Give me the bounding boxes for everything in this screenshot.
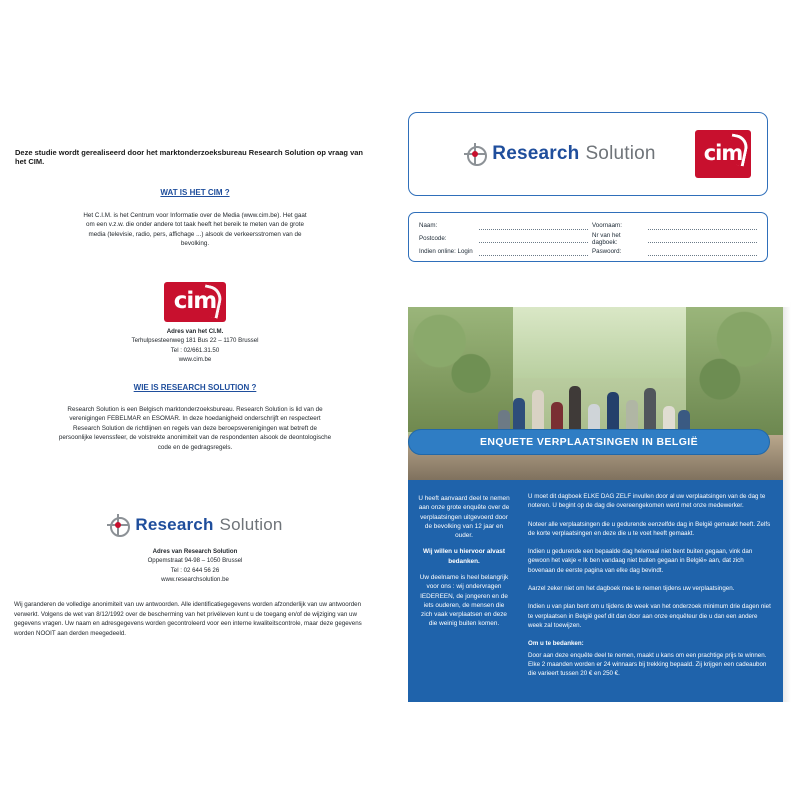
rs-address-line-2: Tel : 02 644 56 26 bbox=[170, 566, 220, 574]
cim-address-line-2: Tel : 02/661.31.50 bbox=[170, 346, 220, 354]
header-rs-word1: Research bbox=[492, 143, 580, 164]
cim-logo bbox=[164, 282, 226, 322]
cim-address-heading: Adres van het CI.M. bbox=[166, 328, 224, 335]
reward-heading: Om u te bedanken: bbox=[528, 640, 584, 648]
instruction-p4: Aarzel zeker niet om het dagboek mee te nemen tijdens uw verplaatsingen. bbox=[528, 585, 735, 593]
header-cim-logo bbox=[695, 130, 751, 178]
thanks-note-p2: Uw deelname is heel belangrijk voor ons : wij ondervragen IEDEREEN, de jongeren en de iets ouderen, de mensen die zich vaak verplaatsen en deze die weinig buiten komen. bbox=[419, 573, 509, 628]
dagboeknr-input[interactable] bbox=[648, 234, 757, 243]
rs-address-line-3: www.researchsolution.be bbox=[161, 576, 229, 584]
page-edge-shadow bbox=[783, 302, 791, 702]
naam-input[interactable] bbox=[479, 221, 588, 230]
form-row-name bbox=[419, 219, 757, 232]
rs-address-heading: Adres van Research Solution bbox=[152, 548, 238, 555]
rs-address-line-1: Oppemstraat 94-98 – 1050 Brussel bbox=[147, 557, 243, 565]
section-who-is-rs-title: WIE IS RESEARCH SOLUTION ? bbox=[133, 383, 257, 392]
thanks-note bbox=[418, 494, 510, 629]
thanks-note-p1: U heeft aanvaard deel te nemen aan onze grote enquête over de verplaatsingen uitgevoerd door de bevolking van 12 jaar en ouder. bbox=[418, 495, 510, 540]
left-page bbox=[10, 140, 380, 685]
instructions-text bbox=[528, 492, 772, 687]
respondent-form bbox=[408, 212, 768, 262]
voornaam-input[interactable] bbox=[648, 221, 757, 230]
rs-address bbox=[10, 547, 380, 585]
instruction-p1: U moet dit dagboek ELKE DAG ZELF invullen door al uw verplaatsingen van de dag te noteren. U begint op de dag die overeengekomen werd met onze medewerker. bbox=[528, 493, 766, 510]
header-logo-card bbox=[408, 112, 768, 196]
cim-address-line-1: Terhulpsesteenweg 181 Bus 22 – 1170 Brussel bbox=[131, 337, 259, 345]
login-input[interactable] bbox=[479, 247, 588, 256]
target-crosshair-icon bbox=[107, 514, 129, 536]
section-who-is-research-solution bbox=[10, 383, 380, 452]
research-solution-logo bbox=[10, 508, 380, 542]
field-label-voornaam: Voornaam: bbox=[592, 222, 622, 229]
instruction-p2: Noteer alle verplaatsingen die u gedurende eenzelfde dag in België gemaakt heeft. Zelfs de korte verplaatsingen en deze die u te voet heeft gemaakt. bbox=[528, 520, 771, 537]
field-label-postcode: Postcode: bbox=[419, 235, 447, 242]
form-row-postcode bbox=[419, 232, 757, 245]
field-label-login: Indien online: Login bbox=[419, 248, 473, 255]
banner-wrap bbox=[400, 267, 790, 448]
header-cim-logo-text: cim bbox=[703, 141, 743, 165]
field-label-naam: Naam: bbox=[419, 222, 438, 229]
header-rs-word2: Solution bbox=[585, 143, 656, 164]
section-what-is-cim-body: Het C.I.M. is het Centrum voor Informatie over de Media (www.cim.be). Het gaat om een v.z.w. die onder andere tot taak heeft het bereik te meten van de grote media (televisie, radio, pers, affichage ...) alsook de verkeersstromen van de bevolking. bbox=[83, 212, 307, 248]
lead-statement: Deze studie wordt gerealiseerd door het marktonderzoeksbureau Research Solution op vraag van het CIM. bbox=[15, 148, 364, 167]
target-crosshair-icon bbox=[464, 143, 486, 165]
postcode-input[interactable] bbox=[479, 234, 588, 243]
thanks-note-bold: Wij willen u hiervoor alvast bedanken. bbox=[423, 548, 505, 565]
field-label-paswoord: Paswoord: bbox=[592, 248, 622, 255]
rs-identity-block bbox=[10, 508, 380, 585]
privacy-disclaimer: Wij garanderen de volledige anonimiteit van uw antwoorden. Alle identificatiegegevens worden afzonderlijk van uw antwoorden verwerkt. Volgens de wet van 8/12/1992 over de bescherming van het privéleven kunt u de toegang en/of de wijziging van uw gegevens vragen. Uw naam en adresgegevens worden gecontroleerd voor een interne kwaliteitscontrole, maar deze gegevens worden NOOIT aan derden meegedeeld. bbox=[14, 601, 362, 637]
field-label-dagboeknr: Nr van het dagboek: bbox=[592, 231, 621, 246]
reward-text: Door aan deze enquête deel te nemen, maakt u kans om een prachtige prijs te winnen. Elke 2 maanden worden er 24 winnaars bij trekking bepaald. Zij krijgen een cadeaubon die varieert tussen 20 € en 250 €. bbox=[528, 651, 767, 678]
section-who-is-rs-body: Research Solution is een Belgisch marktonderzoeksbureau. Research Solution is lid van de verenigingen FEBELMAR en ESOMAR. In deze hoedanigheid onderschrijft en respecteert Research Solution de richtlijnen en regels van deze beroepsverenigingen wat betreft de persoonlijke levenssfeer, de volstrekte anonimiteit van de respondenten alsook de deontologische code en de gedragsregels. bbox=[58, 406, 332, 451]
right-page bbox=[400, 112, 790, 702]
cim-identity-block bbox=[10, 282, 380, 365]
cim-address bbox=[10, 327, 380, 365]
rs-logo-word1: Research bbox=[135, 515, 214, 534]
cim-address-line-3: www.cim.be bbox=[178, 356, 212, 364]
rs-logo-word2: Solution bbox=[219, 515, 283, 534]
instruction-p3: Indien u gedurende een bepaalde dag helemaal niet bent buiten gegaan, vink dan gewoon het vakje « Ik ben vandaag niet buiten gegaan in België» aan, dat zich bovenaan de eerste pagina van elke dag bevindt. bbox=[528, 548, 753, 574]
section-what-is-cim bbox=[10, 188, 380, 249]
paswoord-input[interactable] bbox=[648, 247, 757, 256]
cim-logo-text: cim bbox=[173, 288, 217, 314]
header-research-solution-logo bbox=[464, 137, 655, 171]
survey-title-banner: ENQUETE VERPLAATSINGEN IN BELGIË bbox=[408, 429, 770, 455]
form-row-login bbox=[419, 245, 757, 258]
section-what-is-cim-title: WAT IS HET CIM ? bbox=[160, 188, 230, 197]
cover-photo bbox=[408, 302, 783, 482]
instruction-p5: Indien u van plan bent om u tijdens de week van het onderzoek minimum drie dagen niet te verplaatsen in België geef dit dan door aan onze enquêteur die u dan een andere week zal toewijzen. bbox=[528, 603, 771, 629]
